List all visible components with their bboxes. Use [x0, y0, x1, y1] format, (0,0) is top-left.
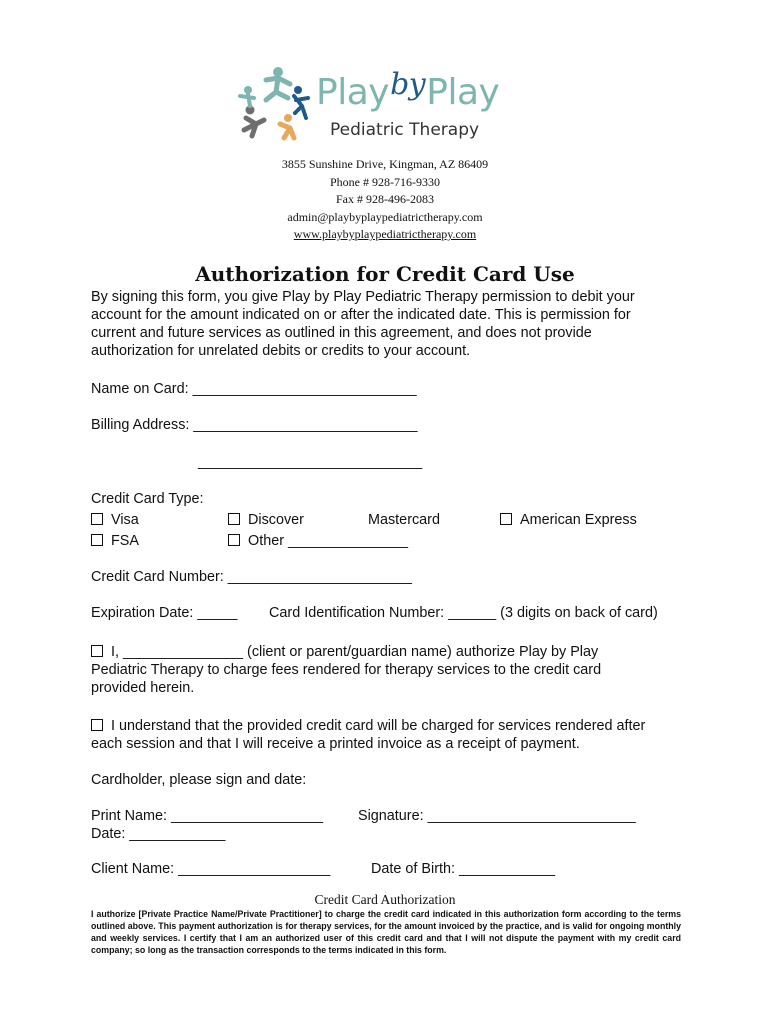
fsa-checkbox[interactable]: [91, 534, 103, 546]
logo-play-first: Play: [316, 72, 390, 113]
understand-block: [91, 717, 691, 753]
authorize-checkbox[interactable]: [91, 645, 103, 657]
amex-label: American Express: [520, 512, 637, 528]
visa-label: Visa: [111, 512, 139, 528]
logo-figures-icon: [236, 62, 326, 144]
logo-by: by: [390, 67, 426, 102]
logo-play-second: Play: [426, 72, 500, 113]
card-type-amex[interactable]: [500, 512, 637, 528]
authorize-line: [91, 643, 691, 661]
print-name-field[interactable]: Print Name: ___________________: [91, 808, 324, 824]
understand-line-text: I understand that the provided credit card will be charged for services rendered after: [111, 718, 646, 734]
expiration-field[interactable]: Expiration Date: _____: [91, 605, 238, 621]
card-type-discover[interactable]: [228, 512, 304, 528]
discover-checkbox[interactable]: [228, 513, 240, 525]
visa-checkbox[interactable]: [91, 513, 103, 525]
card-type-other[interactable]: [228, 533, 408, 549]
authorize-line: Pediatric Therapy to charge fees rendered for therapy services to the credit card: [91, 662, 602, 678]
amex-checkbox[interactable]: [500, 513, 512, 525]
card-type-mastercard-label: Mastercard: [368, 512, 440, 528]
sign-prompt: Cardholder, please sign and date:: [91, 772, 307, 788]
logo-wordmark: [316, 67, 500, 113]
footer-text: I authorize [Private Practice Name/Private Practitioner] to charge the credit card indicated in this authorization form according to the terms outlined above. This payment authorization is for therapy services, for the amount invoiced by the practice, and is valid for ongoing monthly and weekly services. I certify that I am an authorized user of this credit card and that I will not dispute the payment with my credit card company; so long as the transaction corresponds to the terms indicated in this form.: [91, 909, 681, 955]
contact-email[interactable]: admin@playbyplaypediatrictherapy.com: [287, 210, 483, 224]
client-name-field[interactable]: Client Name: ___________________: [91, 861, 331, 877]
billing-address-field[interactable]: Billing Address: ____________________________: [91, 417, 418, 433]
other-label: Other _______________: [248, 533, 409, 549]
intro-line: current and future services as outlined in this agreement, and does not provide: [91, 325, 592, 341]
intro-line: account for the amount indicated on or after the indicated date. This is permission for: [91, 307, 631, 323]
intro-paragraph: [91, 288, 691, 360]
logo-tagline: Pediatric Therapy: [330, 120, 480, 140]
fsa-label: FSA: [111, 533, 139, 549]
dob-field[interactable]: Date of Birth: ____________: [371, 861, 556, 877]
card-type-fsa[interactable]: [91, 533, 139, 549]
understand-line: [91, 717, 691, 735]
authorize-block: [91, 643, 691, 697]
discover-label: Discover: [248, 512, 304, 528]
card-id-field[interactable]: Card Identification Number: ______ (3 digits on back of card): [269, 605, 658, 621]
page-title: Authorization for Credit Card Use: [195, 262, 575, 286]
name-on-card-field[interactable]: Name on Card: ____________________________: [91, 381, 417, 397]
intro-line: authorization for unrelated debits or credits to your account.: [91, 343, 471, 359]
card-type-visa[interactable]: [91, 512, 139, 528]
card-number-field[interactable]: Credit Card Number: _______________________: [91, 569, 412, 585]
other-checkbox[interactable]: [228, 534, 240, 546]
understand-line: each session and that I will receive a printed invoice as a receipt of payment.: [91, 736, 580, 752]
card-type-label: Credit Card Type:: [91, 491, 204, 507]
intro-line: By signing this form, you give Play by Play Pediatric Therapy permission to debit your: [91, 289, 635, 305]
date-field[interactable]: Date: ____________: [91, 826, 226, 842]
understand-checkbox[interactable]: [91, 719, 103, 731]
billing-address-line2-field[interactable]: ____________________________: [198, 454, 423, 470]
contact-address: 3855 Sunshine Drive, Kingman, AZ 86409: [281, 157, 489, 171]
contact-website-link[interactable]: www.playbyplaypediatrictherapy.com: [293, 227, 477, 241]
footer-title: Credit Card Authorization: [314, 892, 456, 907]
authorize-line-text: I, _______________ (client or parent/guardian name) authorize Play by Play: [111, 644, 599, 660]
signature-field[interactable]: Signature: __________________________: [358, 808, 636, 824]
contact-phone: Phone # 928-716-9330: [330, 175, 440, 189]
authorize-line: provided herein.: [91, 680, 195, 696]
contact-fax: Fax # 928-496-2083: [336, 192, 434, 206]
